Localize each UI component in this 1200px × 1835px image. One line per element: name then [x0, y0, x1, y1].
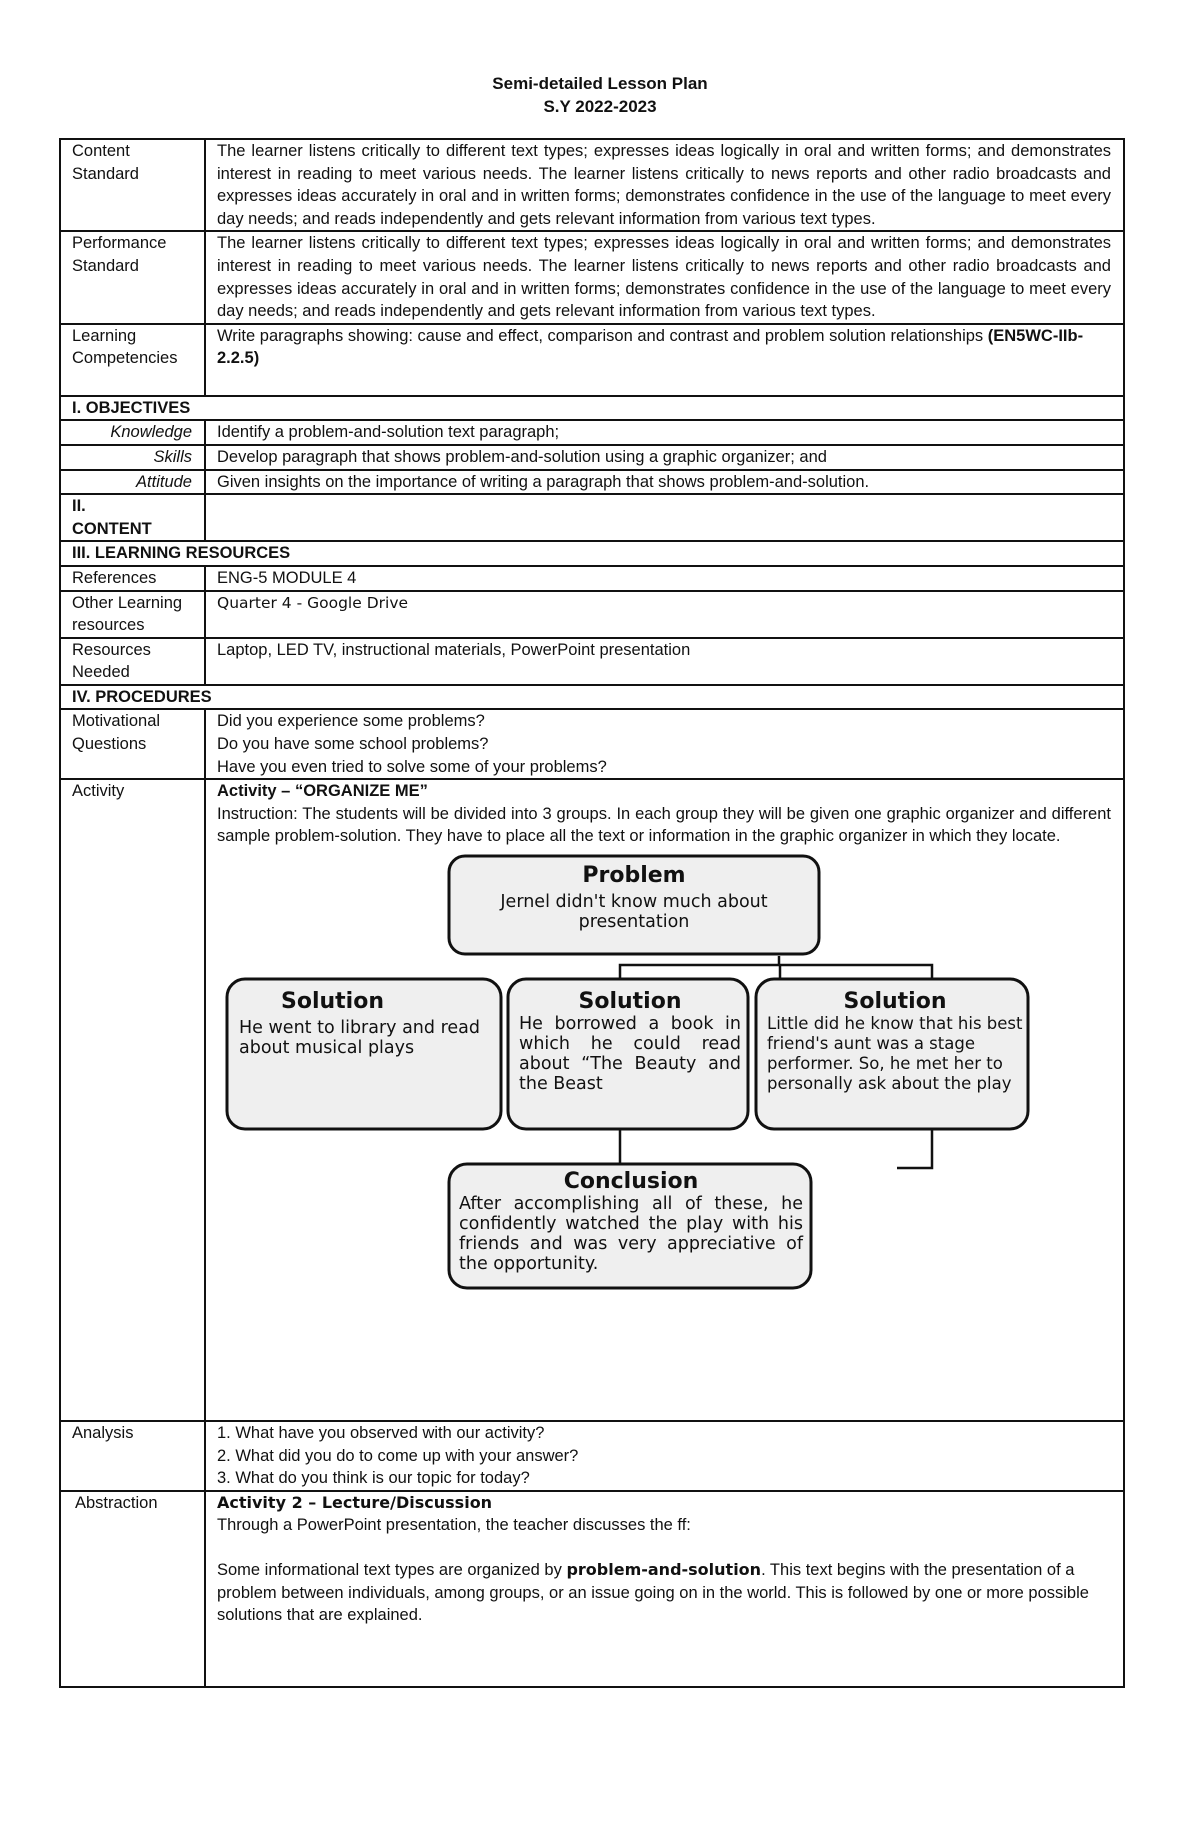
attitude-label: Attitude	[60, 470, 205, 495]
procedures-heading-row	[60, 685, 1124, 710]
resources-needed-text: Laptop, LED TV, instructional materials, PowerPoint presentation	[205, 638, 1124, 685]
solution-2-title: Solution	[578, 989, 682, 1015]
abstraction-row	[60, 1491, 1124, 1687]
other-resources-row	[60, 591, 1124, 638]
references-text: ENG-5 MODULE 4	[205, 566, 1124, 591]
organizer-connectors	[217, 848, 1117, 1420]
activity-instruction: Instruction: The students will be divided into 3 groups. In each group they will be given one graphic organizer and different sample problem-solution. They have to place all the text or information in the graphic organizer in which they locate.	[217, 804, 1111, 846]
content-heading-label: CONTENT	[72, 519, 152, 538]
skills-label: Skills	[60, 445, 205, 470]
connector-bottom-left	[620, 1126, 662, 1168]
problem-text: Jernel didn't know much about presentation	[500, 892, 768, 933]
learning-resources-heading-row	[60, 541, 1124, 566]
knowledge-text: Identify a problem-and-solution text paragraph;	[205, 420, 1124, 445]
resources-needed-row	[60, 638, 1124, 685]
content-standard-row	[60, 139, 1124, 231]
attitude-text: Given insights on the importance of writing a paragraph that shows problem-and-solution.	[205, 470, 1124, 495]
analysis-question: 2. What did you do to come up with your answer?	[217, 1446, 579, 1465]
problem-box	[457, 864, 811, 932]
analysis-row	[60, 1421, 1124, 1491]
other-resources-label: Other Learning resources	[60, 591, 205, 638]
solution-3-title: Solution	[843, 989, 947, 1015]
abstraction-spacer	[217, 1537, 1111, 1559]
abstraction-text-pre: Some informational text types are organized by	[217, 1561, 567, 1579]
objective-skills-row	[60, 445, 1124, 470]
solution-1-title: Solution	[281, 989, 384, 1015]
activity-row	[60, 779, 1124, 1421]
activity-cell	[205, 779, 1124, 1421]
abstraction-text-bold: problem-and-solution	[566, 1560, 762, 1579]
solution-box-3	[767, 990, 1023, 1094]
motivational-question: Do you have some school problems?	[217, 735, 489, 754]
motivational-question: Have you even tried to solve some of your problems?	[217, 757, 607, 776]
lesson-plan-title: Semi-detailed Lesson Plan	[492, 74, 708, 93]
resources-needed-label: Resources Needed	[60, 638, 205, 685]
references-label: References	[60, 566, 205, 591]
problem-title: Problem	[582, 863, 686, 889]
conclusion-text: After accomplishing all of these, he confidently watched the play with his friends and was very appreciative of the opportunity.	[459, 1194, 803, 1275]
abstraction-paragraph	[217, 1559, 1111, 1627]
motivational-questions	[205, 709, 1124, 779]
content-standard-text: The learner listens critically to different text types; expresses ideas logically in oral and written forms; and demonstrates interest in reading to meet various needs. The learner listens critically to news reports and other radio broadcasts and expresses ideas accurately in oral and in written forms; demonstrates confidence in the use of the language to meet every day needs; and reads independently and gets relevant information from various text types.	[205, 139, 1124, 231]
solution-2-text: He borrowed a book in which he could read about “The Beauty and the Beast	[519, 1014, 741, 1095]
content-heading-numeral: II.	[72, 497, 86, 516]
document-title	[0, 72, 1200, 118]
solution-1-text: He went to library and read about musical plays	[239, 1018, 480, 1059]
solution-box-1	[239, 990, 495, 1058]
objectives-heading: I. OBJECTIVES	[60, 396, 1124, 421]
school-year: S.Y 2022-2023	[543, 97, 657, 116]
analysis-question: 1. What have you observed with our activity?	[217, 1424, 545, 1443]
solution-3-text: Little did he know that his best friend's aunt was a stage performer. So, he met her to personally ask about the play	[767, 1014, 1023, 1094]
learning-competencies-label: Learning Competencies	[60, 324, 205, 396]
abstraction-title: Activity 2 – Lecture/Discussion	[217, 1492, 493, 1512]
learning-resources-heading: III. LEARNING RESOURCES	[60, 541, 1124, 566]
competency-code: (EN5WC-IIb-2.2.5)	[217, 326, 1084, 368]
performance-standard-label: Performance Standard	[60, 231, 205, 323]
lesson-plan-table	[59, 138, 1125, 1688]
skills-text: Develop paragraph that shows problem-and-solution using a graphic organizer; and	[205, 445, 1124, 470]
abstraction-text-post: . This text begins with the presentation of a problem between individuals, among groups, or an issue going on in the world. This is followed by one or more possible solutions that are explained.	[217, 1561, 1089, 1625]
procedures-heading: IV. PROCEDURES	[60, 685, 1124, 710]
graphic-organizer	[217, 848, 1111, 1420]
content-empty-cell	[205, 494, 1124, 541]
abstraction-cell	[205, 1491, 1124, 1687]
knowledge-label: Knowledge	[60, 420, 205, 445]
references-row	[60, 566, 1124, 591]
conclusion-title: Conclusion	[563, 1169, 699, 1195]
activity-title: Activity – “ORGANIZE ME”	[217, 782, 428, 801]
activity-label: Activity	[60, 779, 205, 1421]
content-heading	[60, 494, 205, 541]
content-standard-label: Content Standard	[60, 139, 205, 231]
connector-top	[620, 965, 932, 979]
motivational-row	[60, 709, 1124, 779]
performance-standard-text: The learner listens critically to different text types; expresses ideas logically in oral and written forms; and demonstrates interest in reading to meet various needs. The learner listens critically to news reports and other radio broadcasts and expresses ideas accurately in oral and in written forms; demonstrates confidence in the use of the language to meet every day needs; and reads independently and gets relevant information from various text types.	[205, 231, 1124, 323]
learning-competencies-text: Write paragraphs showing: cause and effect, comparison and contrast and problem solution relationships	[217, 326, 988, 345]
performance-standard-row	[60, 231, 1124, 323]
objectives-heading-row	[60, 396, 1124, 421]
abstraction-label: Abstraction	[60, 1491, 205, 1687]
solution-box-2	[519, 990, 741, 1094]
other-resources-text: Quarter 4 - Google Drive	[205, 591, 1124, 638]
abstraction-intro: Through a PowerPoint presentation, the teacher discusses the ff:	[217, 1516, 691, 1535]
analysis-question: 3. What do you think is our topic for today?	[217, 1469, 530, 1488]
motivational-question: Did you experience some problems?	[217, 712, 485, 731]
analysis-questions	[205, 1421, 1124, 1491]
connector-bottom-right	[897, 1126, 932, 1168]
learning-competencies-cell	[205, 324, 1124, 396]
conclusion-box	[459, 1170, 803, 1274]
content-row	[60, 494, 1124, 541]
objective-knowledge-row	[60, 420, 1124, 445]
learning-competencies-row	[60, 324, 1124, 396]
motivational-label: Motivational Questions	[60, 709, 205, 779]
objective-attitude-row	[60, 470, 1124, 495]
analysis-label: Analysis	[60, 1421, 205, 1491]
